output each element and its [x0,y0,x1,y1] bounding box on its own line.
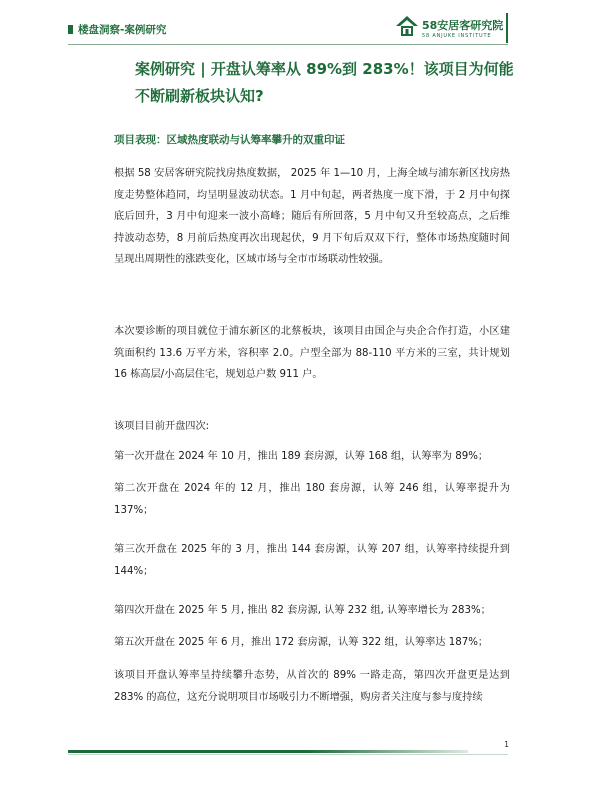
paragraph: 第四次开盘在 2025 年 5 月, 推出 82 套房源, 认筹 232 组, 认筹率增长为 283%； [114,605,491,616]
paragraph: 本次要诊断的项目就位于浦东新区的北蔡板块，该项目由国企与央企合作打造，小区建筑面积约 13.6 万平方米，容积率 2.0。户型全部为 88-110 平方米的三室，共计规划 16 栋高层/小高层住宅，规划总户数 911 户。 [114,326,510,380]
tag-bullet-icon [68,25,73,34]
section-tag-text: 楼盘洞察-案例研究 [78,24,167,36]
institute-logo [395,14,515,44]
paragraph: 第三次开盘在 2025 年的 3 月，推出 144 套房源，认筹 207 组，认筹率持续提升到 144%； [114,544,510,577]
footer-bar [68,750,468,753]
paragraph: 第五次开盘在 2025 年 6 月，推出 172 套房源，认筹 322 组，认筹率达 187%； [114,637,489,648]
logo-name: 58安居客研究院 [422,19,504,32]
paragraph: 该项目开盘认筹率呈持续攀升态势，从首次的 89% 一路走高，第四次开盘更是达到 283% 的高位，这充分说明项目市场吸引力不断增强，购房者关注度与参与度持续 [114,670,510,703]
footer-divider [68,754,508,755]
page-title: 案例研究 | 开盘认筹率从 89%到 283%！该项目为何能不断刷新板块认知? [135,60,514,105]
paragraph: 该项目目前开盘四次: [114,421,210,432]
page-number: 1 [504,740,510,749]
house-logo-icon [395,14,419,38]
section-tag [68,22,166,37]
paragraph: 根据 58 安居客研究院找房热度数据， 2025 年 1—10 月，上海全域与浦东新区找房热度走势整体趋同，均呈明显波动状态。1 月中旬起，两者热度一度下滑，于 2 月中旬探底后回升，3 月中旬迎来一波小高峰；随后有所回落，5 月中旬又升至较高点，之后维持波动态势，8 月前后热度再次出现起伏，9 月下旬后双双下行，整体市场热度随时间呈现出周期性的涨跌变化，区域市场与全市市场联动性较强。 [114,168,510,265]
page-header [0,0,600,50]
section-heading: 项目表现：区域热度联动与认筹率攀升的双重印证 [114,134,345,146]
paragraph: 第一次开盘在 2024 年 10 月，推出 189 套房源，认筹 168 组，认筹率为 89%； [114,451,489,462]
paragraph: 第二次开盘在 2024 年的 12 月，推出 180 套房源，认筹 246 组，认筹率提升为 137%； [114,483,510,516]
header-divider-vertical [506,13,508,43]
header-divider [68,44,508,45]
logo-subtitle: 58 ANJUKE INSTITUTE [422,33,492,39]
